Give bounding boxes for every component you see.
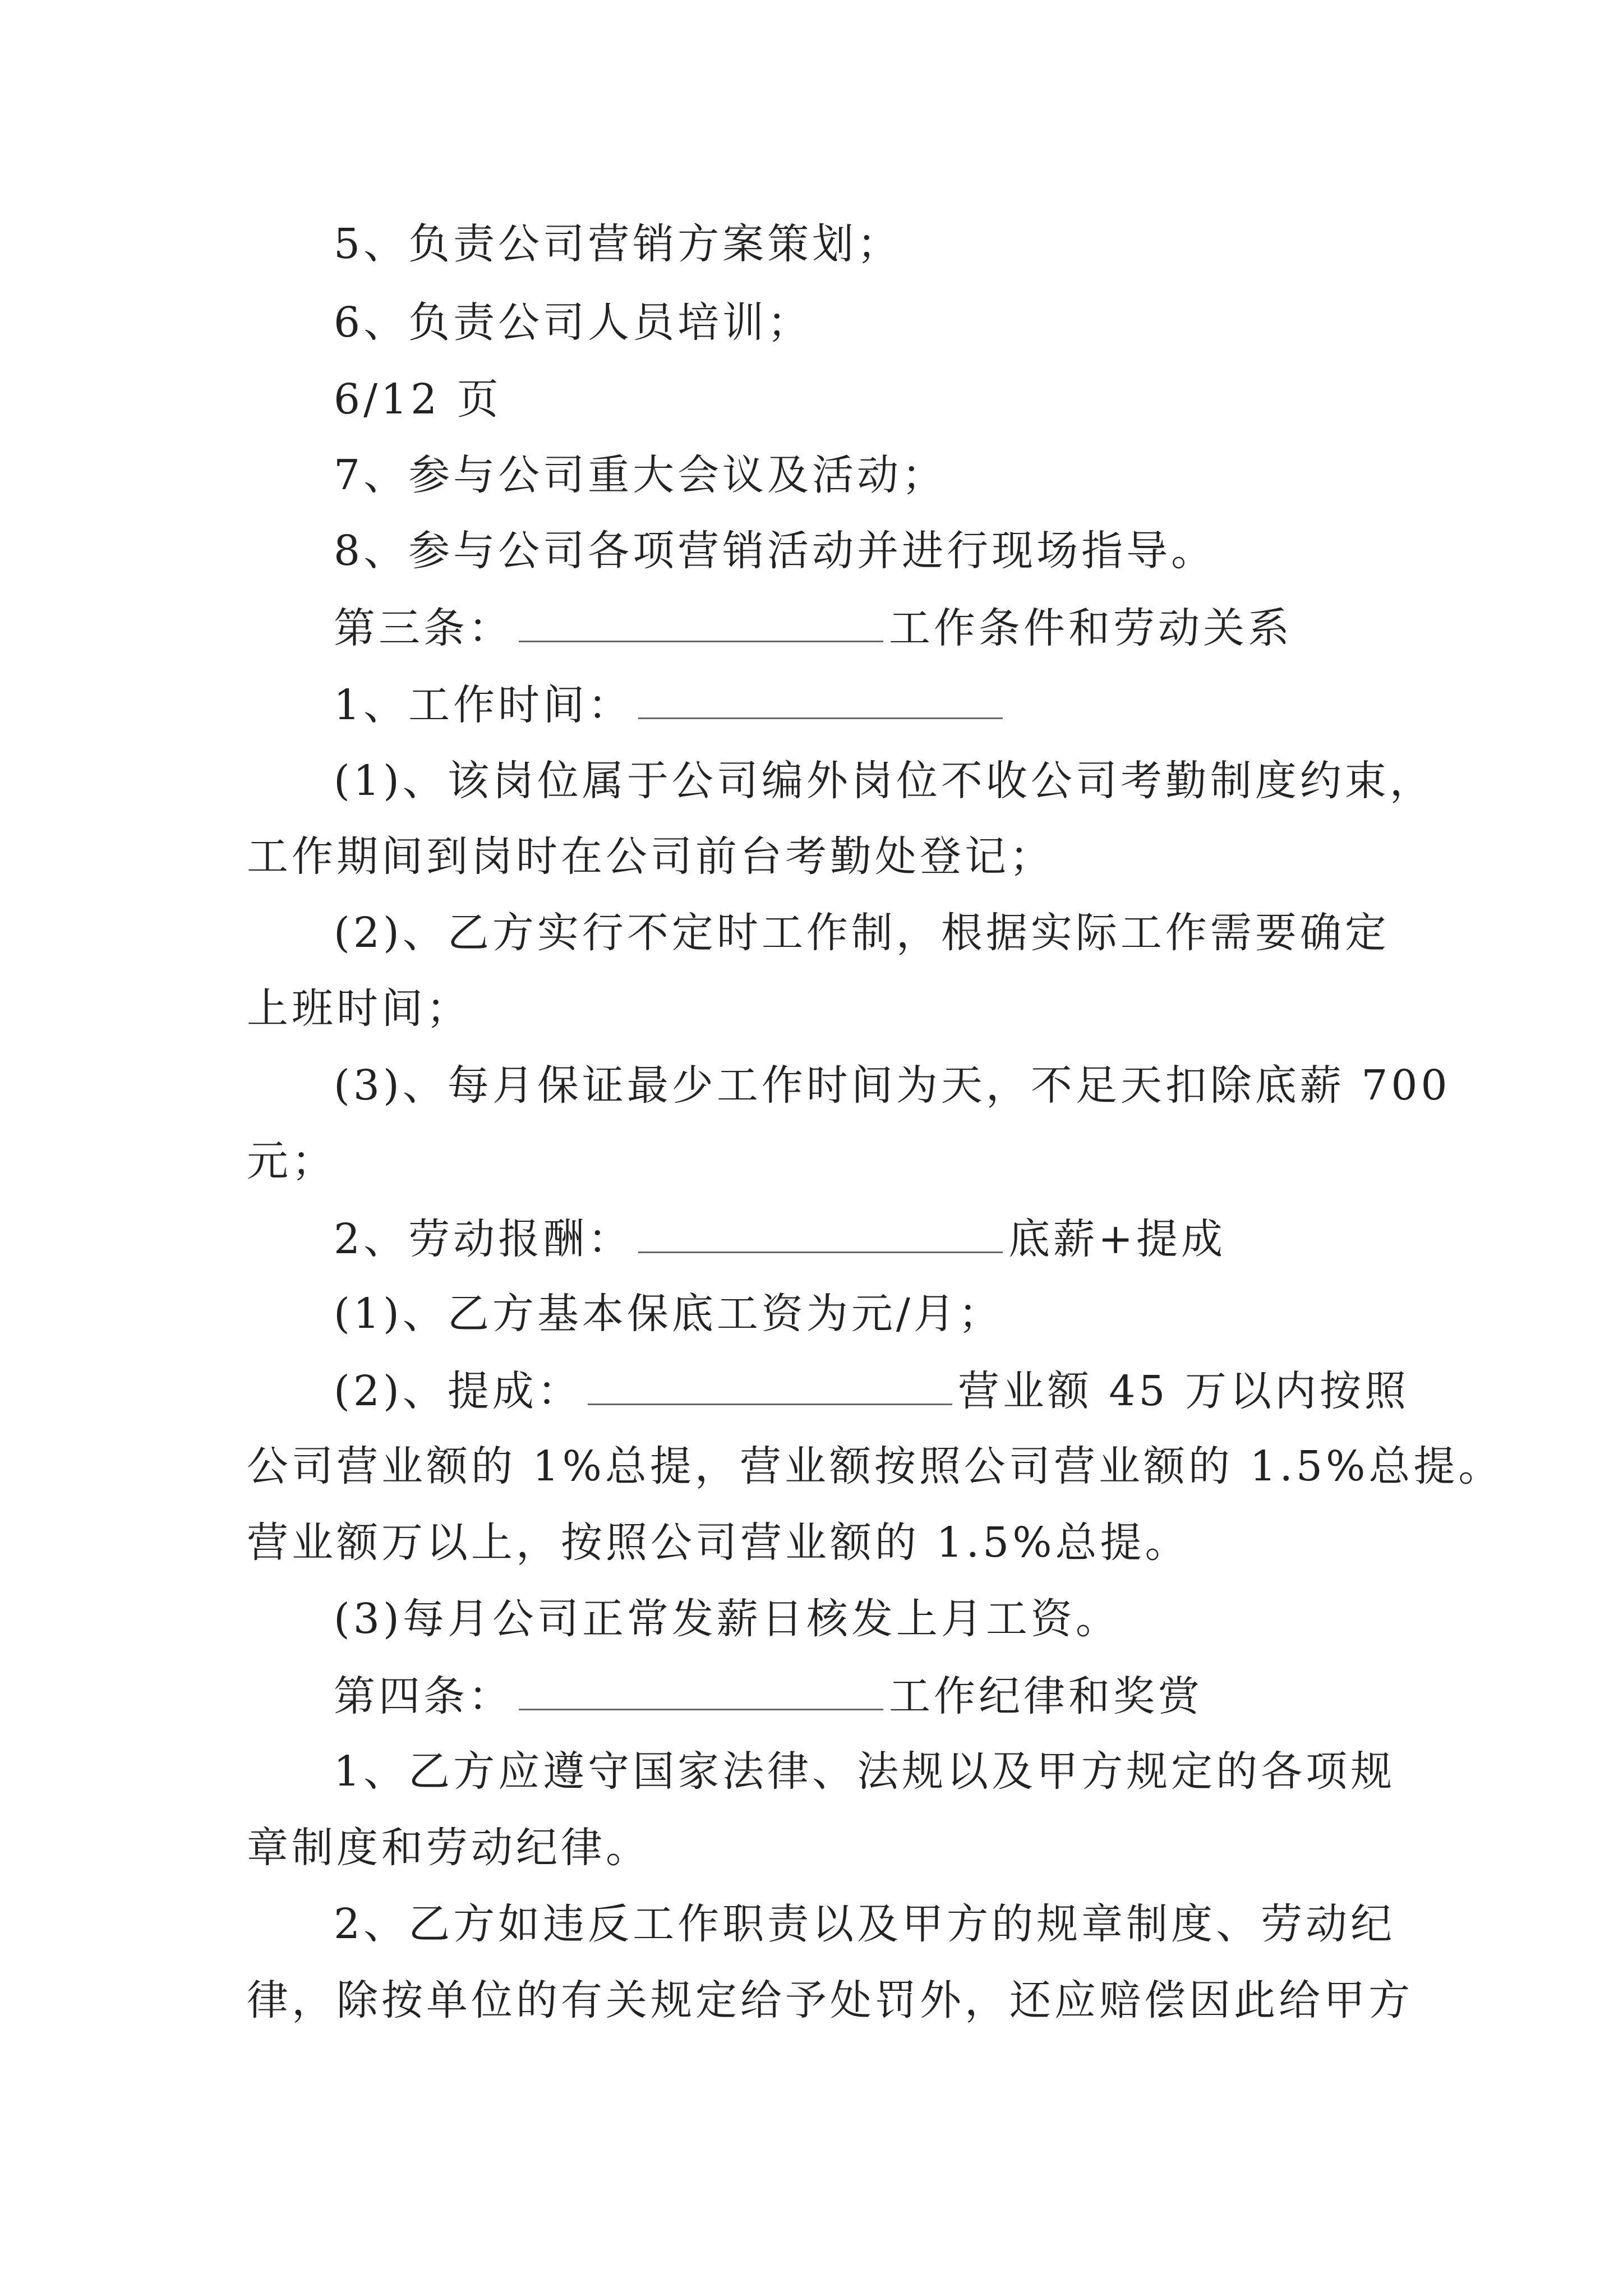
work-hours-label: 1、工作时间： [334, 681, 633, 729]
compensation-type: 底薪+提成 [1008, 1215, 1227, 1263]
work-hours-clause-3-cont: 元； [247, 1137, 336, 1185]
commission-clause [334, 1362, 1409, 1419]
commission-clause-cont-2: 营业额万以上，按照公司营业额的 1.5%总提。 [247, 1519, 1190, 1567]
compensation-clause-3: (3)每月公司正常发薪日核发上月工资。 [334, 1595, 1121, 1643]
fill-in-blank [588, 1362, 952, 1405]
article-4-title: 工作纪律和奖赏 [889, 1672, 1203, 1720]
article-4-heading [334, 1667, 1203, 1724]
commission-label: (2)、提成： [334, 1367, 582, 1415]
compensation-clause-1: (1)、乙方基本保底工资为元/月； [334, 1290, 1003, 1338]
article-3-title: 工作条件和劳动关系 [889, 604, 1293, 652]
article-4-label: 第四条： [334, 1672, 513, 1720]
work-hours-clause-2-cont: 上班时间； [247, 984, 471, 1033]
commission-text: 营业额 45 万以内按照 [957, 1367, 1410, 1415]
discipline-clause-2: 2、乙方如违反工作职责以及甲方的规章制度、劳动纪 [334, 1900, 1396, 1948]
fill-in-blank [519, 599, 883, 642]
article-3-heading [334, 599, 1293, 656]
compensation-heading [334, 1210, 1226, 1267]
discipline-clause-1-cont: 章制度和劳动纪律。 [247, 1824, 651, 1872]
commission-clause-cont-1: 公司营业额的 1%总提，营业额按照公司营业额的 1.5%总提。 [247, 1442, 1504, 1490]
duty-item-5: 5、负责公司营销方案策划； [334, 220, 902, 268]
work-hours-heading [334, 676, 1008, 733]
work-hours-clause-1-cont: 工作期间到岗时在公司前台考勤处登记； [247, 832, 1054, 881]
discipline-clause-2-cont: 律，除按单位的有关规定给予处罚外，还应赔偿因此给甲方 [247, 1976, 1413, 2024]
duty-item-7: 7、参与公司重大会议及活动； [334, 451, 947, 499]
article-3-label: 第三条： [334, 604, 513, 652]
fill-in-blank [638, 1210, 1003, 1253]
duty-item-8: 8、参与公司各项营销活动并进行现场指导。 [334, 527, 1216, 575]
work-hours-clause-3: (3)、每月保证最少工作时间为天，不足天扣除底薪 700 [334, 1061, 1451, 1110]
work-hours-clause-2: (2)、乙方实行不定时工作制，根据实际工作需要确定 [334, 909, 1390, 957]
fill-in-blank [519, 1667, 883, 1710]
duty-item-6: 6、负责公司人员培训； [334, 298, 813, 347]
compensation-label: 2、劳动报酬： [334, 1215, 633, 1263]
page-number: 6/12 页 [334, 375, 502, 424]
discipline-clause-1: 1、乙方应遵守国家法律、法规以及甲方规定的各项规 [334, 1747, 1396, 1796]
fill-in-blank [638, 676, 1003, 719]
work-hours-clause-1: (1)、该岗位属于公司编外岗位不收公司考勤制度约束， [334, 757, 1435, 805]
